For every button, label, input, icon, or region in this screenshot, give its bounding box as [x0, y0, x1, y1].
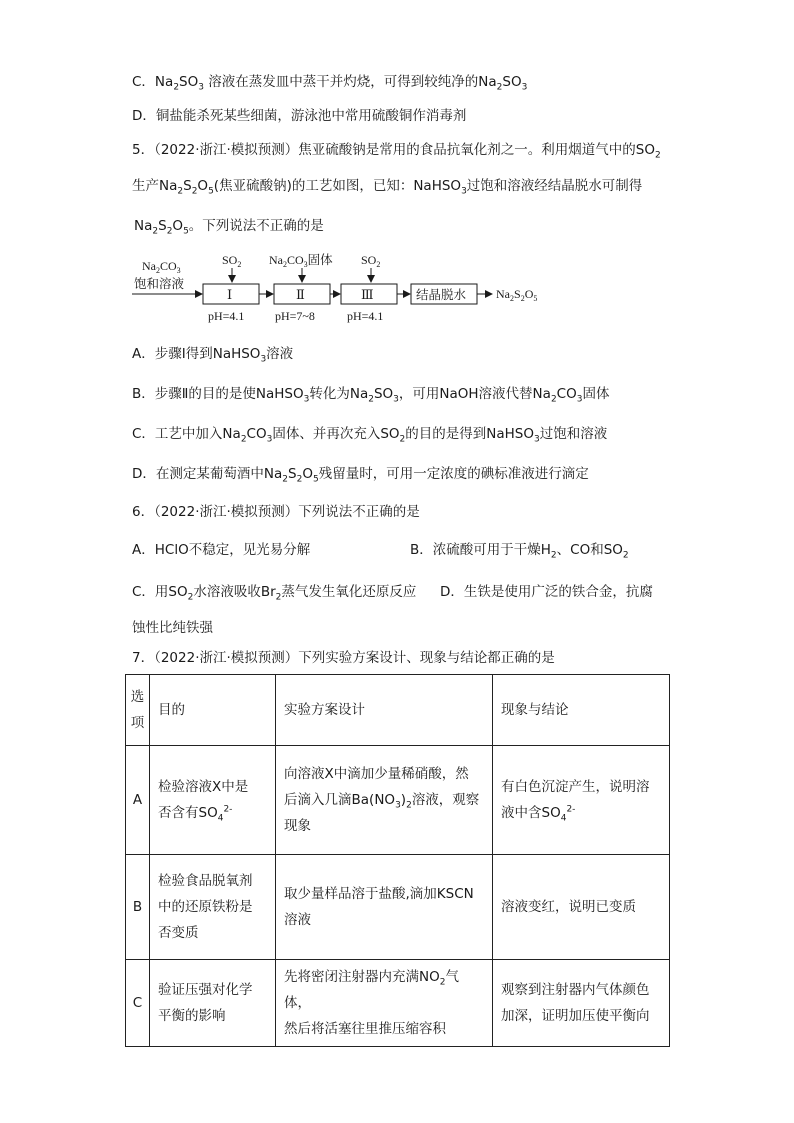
- step-2-label: Ⅱ: [296, 287, 305, 302]
- question-6-option-d: D．生铁是使用广泛的铁合金，抗腐: [440, 584, 653, 600]
- question-6-option-c: C．用$SO_2$水溶液吸收$Br_2$蒸气发生氧化还原反应: [132, 584, 417, 603]
- row-design: 向溶液X中滴加少量稀硝酸，然 后滴入几滴$Ba(NO_3)_2$溶液，观察 现象: [276, 746, 493, 855]
- process-flow-diagram: [132, 248, 552, 328]
- question-5-option-d: D．在测定某葡萄酒中$Na_2S_2O_5$残留量时，可用一定浓度的碘标准液进行滴定: [132, 466, 589, 485]
- table-row: [126, 855, 670, 960]
- row-result: 观察到注射器内气体颜色 加深，证明加压使平衡向: [493, 960, 670, 1047]
- row-option: C: [126, 960, 150, 1047]
- row-purpose: 验证压强对化学 平衡的影响: [150, 960, 276, 1047]
- svg-text:饱和溶液: 饱和溶液: [134, 276, 185, 291]
- question-6-option-b: B．浓硫酸可用于干燥$H_2$、CO和$SO_2$: [410, 542, 629, 561]
- question-5-option-a: A．步骤Ⅰ得到NaHSO$_3$溶液: [132, 346, 294, 365]
- question-5-stem-3: $Na_2S_2O_5$。下列说法不正确的是: [134, 218, 324, 237]
- question-5-option-c: C．工艺中加入$Na_2CO_3$固体、并再次充入$SO_2$的目的是得到NaHSO$_3$过饱和溶液: [132, 426, 608, 445]
- ph-label-1: pH=4.1: [208, 309, 245, 323]
- row-design: 取少量样品溶于盐酸,滴加KSCN 溶液: [276, 855, 493, 960]
- row-result: 有白色沉淀产生，说明溶 液中含$SO_4^{2-}$: [493, 746, 670, 855]
- row-option: B: [126, 855, 150, 960]
- so2-label-2: $SO_2$: [361, 253, 381, 269]
- header-option: 选项: [126, 675, 150, 746]
- prev-option-d: D．铜盐能杀死某些细菌，游泳池中常用硫酸铜作消毒剂: [132, 108, 467, 124]
- header-purpose: 目的: [150, 675, 276, 746]
- row-purpose: 检验食品脱氧剂 中的还原铁粉是 否变质: [150, 855, 276, 960]
- input-label: [134, 259, 185, 291]
- row-result: 溶液变红，说明已变质: [493, 855, 670, 960]
- step-3-label: Ⅲ: [361, 287, 374, 302]
- step-4-label: 结晶脱水: [416, 287, 467, 302]
- table-row: [126, 960, 670, 1047]
- solid-label: $Na_2CO_3$固体: [269, 252, 333, 269]
- question-6-option-d-cont: 蚀性比纯铁强: [132, 620, 213, 636]
- row-option: A: [126, 746, 150, 855]
- so2-label-1: $SO_2$: [222, 253, 242, 269]
- ph-label-3: pH=4.1: [347, 309, 384, 323]
- experiment-table: [125, 674, 670, 1047]
- question-5-option-b: B．步骤Ⅱ的目的是使NaHSO$_3$转化为$Na_2SO_3$，可用NaOH溶液代替$Na_2CO_3$固体: [132, 386, 610, 405]
- svg-text:Na2CO3: $Na_2CO_3$: [142, 259, 181, 275]
- question-6-option-a: A．HClO不稳定，见光易分解: [132, 542, 311, 558]
- header-design: 实验方案设计: [276, 675, 493, 746]
- question-5-stem: 5．（2022·浙江·模拟预测）焦亚硫酸钠是常用的食品抗氧化剂之一。利用烟道气中的$SO_2$: [132, 142, 661, 161]
- question-5-stem-2: 生产$Na_2S_2O_5$(焦亚硫酸钠)的工艺如图，已知：NaHSO$_3$过饱和溶液经结晶脱水可制得: [132, 178, 643, 197]
- header-result: 现象与结论: [493, 675, 670, 746]
- table-header-row: [126, 675, 670, 746]
- question-7-stem: 7．（2022·浙江·模拟预测）下列实验方案设计、现象与结论都正确的是: [132, 650, 555, 666]
- step-1-label: Ⅰ: [227, 287, 233, 302]
- row-design: 先将密闭注射器内充满$NO_2$气体， 然后将活塞往里推压缩容积: [276, 960, 493, 1047]
- ph-label-2: pH=7~8: [275, 309, 315, 323]
- table-row: [126, 746, 670, 855]
- prev-option-c: C．$Na_2SO_3$ 溶液在蒸发皿中蒸干并灼烧，可得到较纯净的$Na_2SO_3$: [132, 74, 528, 93]
- question-6-stem: 6．（2022·浙江·模拟预测）下列说法不正确的是: [132, 504, 420, 520]
- row-purpose: 检验溶液X中是 否含有$SO_4^{2-}$: [150, 746, 276, 855]
- output-label: $Na_2S_2O_5$: [496, 287, 538, 303]
